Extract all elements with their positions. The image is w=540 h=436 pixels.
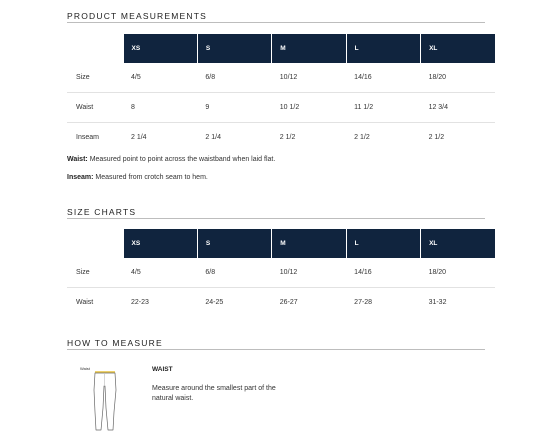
note-term: Waist: [67,156,88,163]
table-cell: 6/8 [197,63,271,93]
leggings-illustration-icon [78,364,128,431]
table-row [67,288,495,318]
table-cell: 2 1/2 [428,134,445,141]
table-row [67,93,495,123]
table-cell: 22-23 [131,299,149,306]
table-cell: 10 1/2 [272,93,346,123]
row-label: Waist [76,299,94,306]
table-cell: 24-25 [205,299,224,306]
table-cell: 18/20 [421,63,495,93]
section-divider [67,22,485,23]
table-row [67,123,495,153]
table-cell: 31-32 [428,299,447,306]
size-header-l: L [346,229,420,258]
section-title-how-to-measure: HOW TO MEASURE [67,338,163,348]
note-text: Measured point to point across the waistband when laid flat. [87,156,276,163]
table-cell: 26-27 [279,299,298,306]
section-title-size-charts: SIZE CHARTS [67,207,137,217]
row-label: Size [67,258,123,288]
table-cell: 4/5 [123,63,197,93]
header-blank-cell [67,229,123,258]
table-cell: 8 [123,93,197,123]
table-cell: 9 [197,93,271,123]
table-cell: 10/12 [272,63,346,93]
section-divider [67,349,485,350]
size-header-s: S [197,34,271,63]
size-header-s: S [197,229,271,258]
table-cell: 10/12 [272,258,346,288]
table-cell: 4/5 [123,258,197,288]
size-header-xs: XS [123,34,197,63]
product-measurements-table [67,34,495,152]
section-title-product-measurements: PRODUCT MEASUREMENTS [67,11,208,21]
leggings-outline [94,373,116,430]
size-header-xl: XL [421,229,495,258]
section-divider [67,218,485,219]
table-cell: 18/20 [421,258,495,288]
size-header-row [67,34,495,63]
table-cell: 11 1/2 [346,93,420,123]
inseam-note [67,174,208,181]
figure-waist-label: Waist [80,366,90,371]
table-cell: 14/16 [346,63,420,93]
measure-heading: WAIST [152,366,173,373]
table-cell: 12 3/4 [421,93,495,123]
table-cell: 27-28 [354,299,373,306]
table-cell: 2 1/2 [279,134,296,141]
table-cell: 14/16 [346,258,420,288]
measure-description: Measure around the smallest part of the natural waist. [152,385,276,402]
leggings-figure [78,364,128,434]
row-label: Waist [67,93,123,123]
size-header-l: L [346,34,420,63]
table-row [67,63,495,93]
table-cell: 2 1/2 [354,134,370,141]
size-charts-table [67,229,495,317]
table-cell: 6/8 [197,258,271,288]
table-cell: 2 1/4 [131,134,147,141]
note-term: Inseam: [67,174,94,181]
row-label: Size [67,63,123,93]
note-text: Measured from crotch seam to hem. [93,174,208,181]
size-header-xs: XS [123,229,197,258]
table-row [67,258,495,288]
size-header-m: M [272,229,346,258]
waist-note [67,156,275,163]
table-cell: 2 1/4 [205,134,221,141]
size-header-xl: XL [421,34,495,63]
size-header-m: M [272,34,346,63]
row-label: Inseam [76,134,99,141]
size-header-row [67,229,495,258]
header-blank-cell [67,34,123,63]
